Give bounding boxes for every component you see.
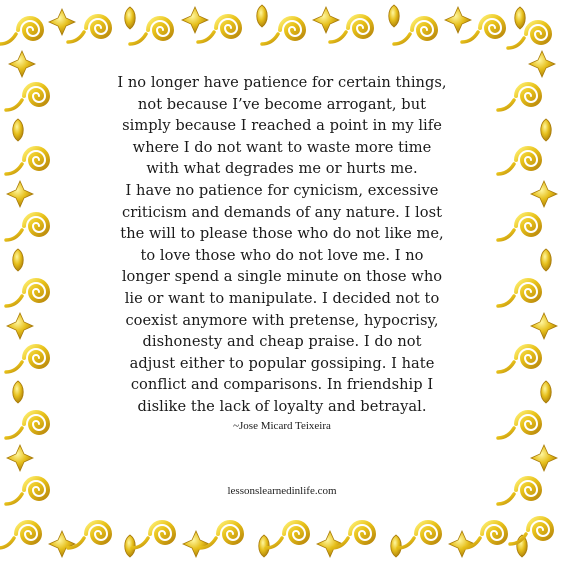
quote-line: dislike the lack of loyalty and betrayal.	[137, 397, 427, 415]
quote-line: I no longer have patience for certain things,	[117, 74, 447, 91]
quote-line: with what degrades me or hurts me.	[146, 160, 418, 178]
site-credit: lessonslearnedinlife.com	[227, 485, 337, 497]
quote-line: simply because I reached a point in my life	[122, 117, 442, 135]
quote-line: coexist anymore with pretense, hypocrisy,	[125, 311, 439, 329]
quote-line: the will to please those who do not like me,	[120, 225, 444, 243]
quote-line: dishonesty and cheap praise. I do not	[142, 333, 422, 351]
quote-line: lie or want to manipulate. I decided not to	[124, 289, 440, 307]
frame-bottom-edge	[0, 518, 552, 557]
quote-line: I have no patience for cynicism, excessive	[125, 181, 439, 199]
frame-right-edge	[498, 51, 557, 504]
quote-line: conflict and comparisons. In friendship I	[130, 376, 434, 394]
frame-left-edge	[6, 51, 48, 504]
quote-line: criticism and demands of any nature. I lost	[121, 203, 443, 221]
quote-line: where I do not want to waste more time	[132, 138, 432, 156]
quote-line: adjust either to popular gossiping. I hate	[129, 354, 435, 372]
quote-block	[70, 72, 494, 434]
quote-line: not because I’ve become arrogant, but	[137, 95, 427, 113]
quote-line: longer spend a single minute on those who	[121, 268, 443, 286]
quote-line: to love those who do not love me. I no	[140, 246, 424, 264]
frame-top-edge	[0, 5, 550, 48]
quote-author: ~Jose Micard Teixeira	[233, 419, 331, 432]
